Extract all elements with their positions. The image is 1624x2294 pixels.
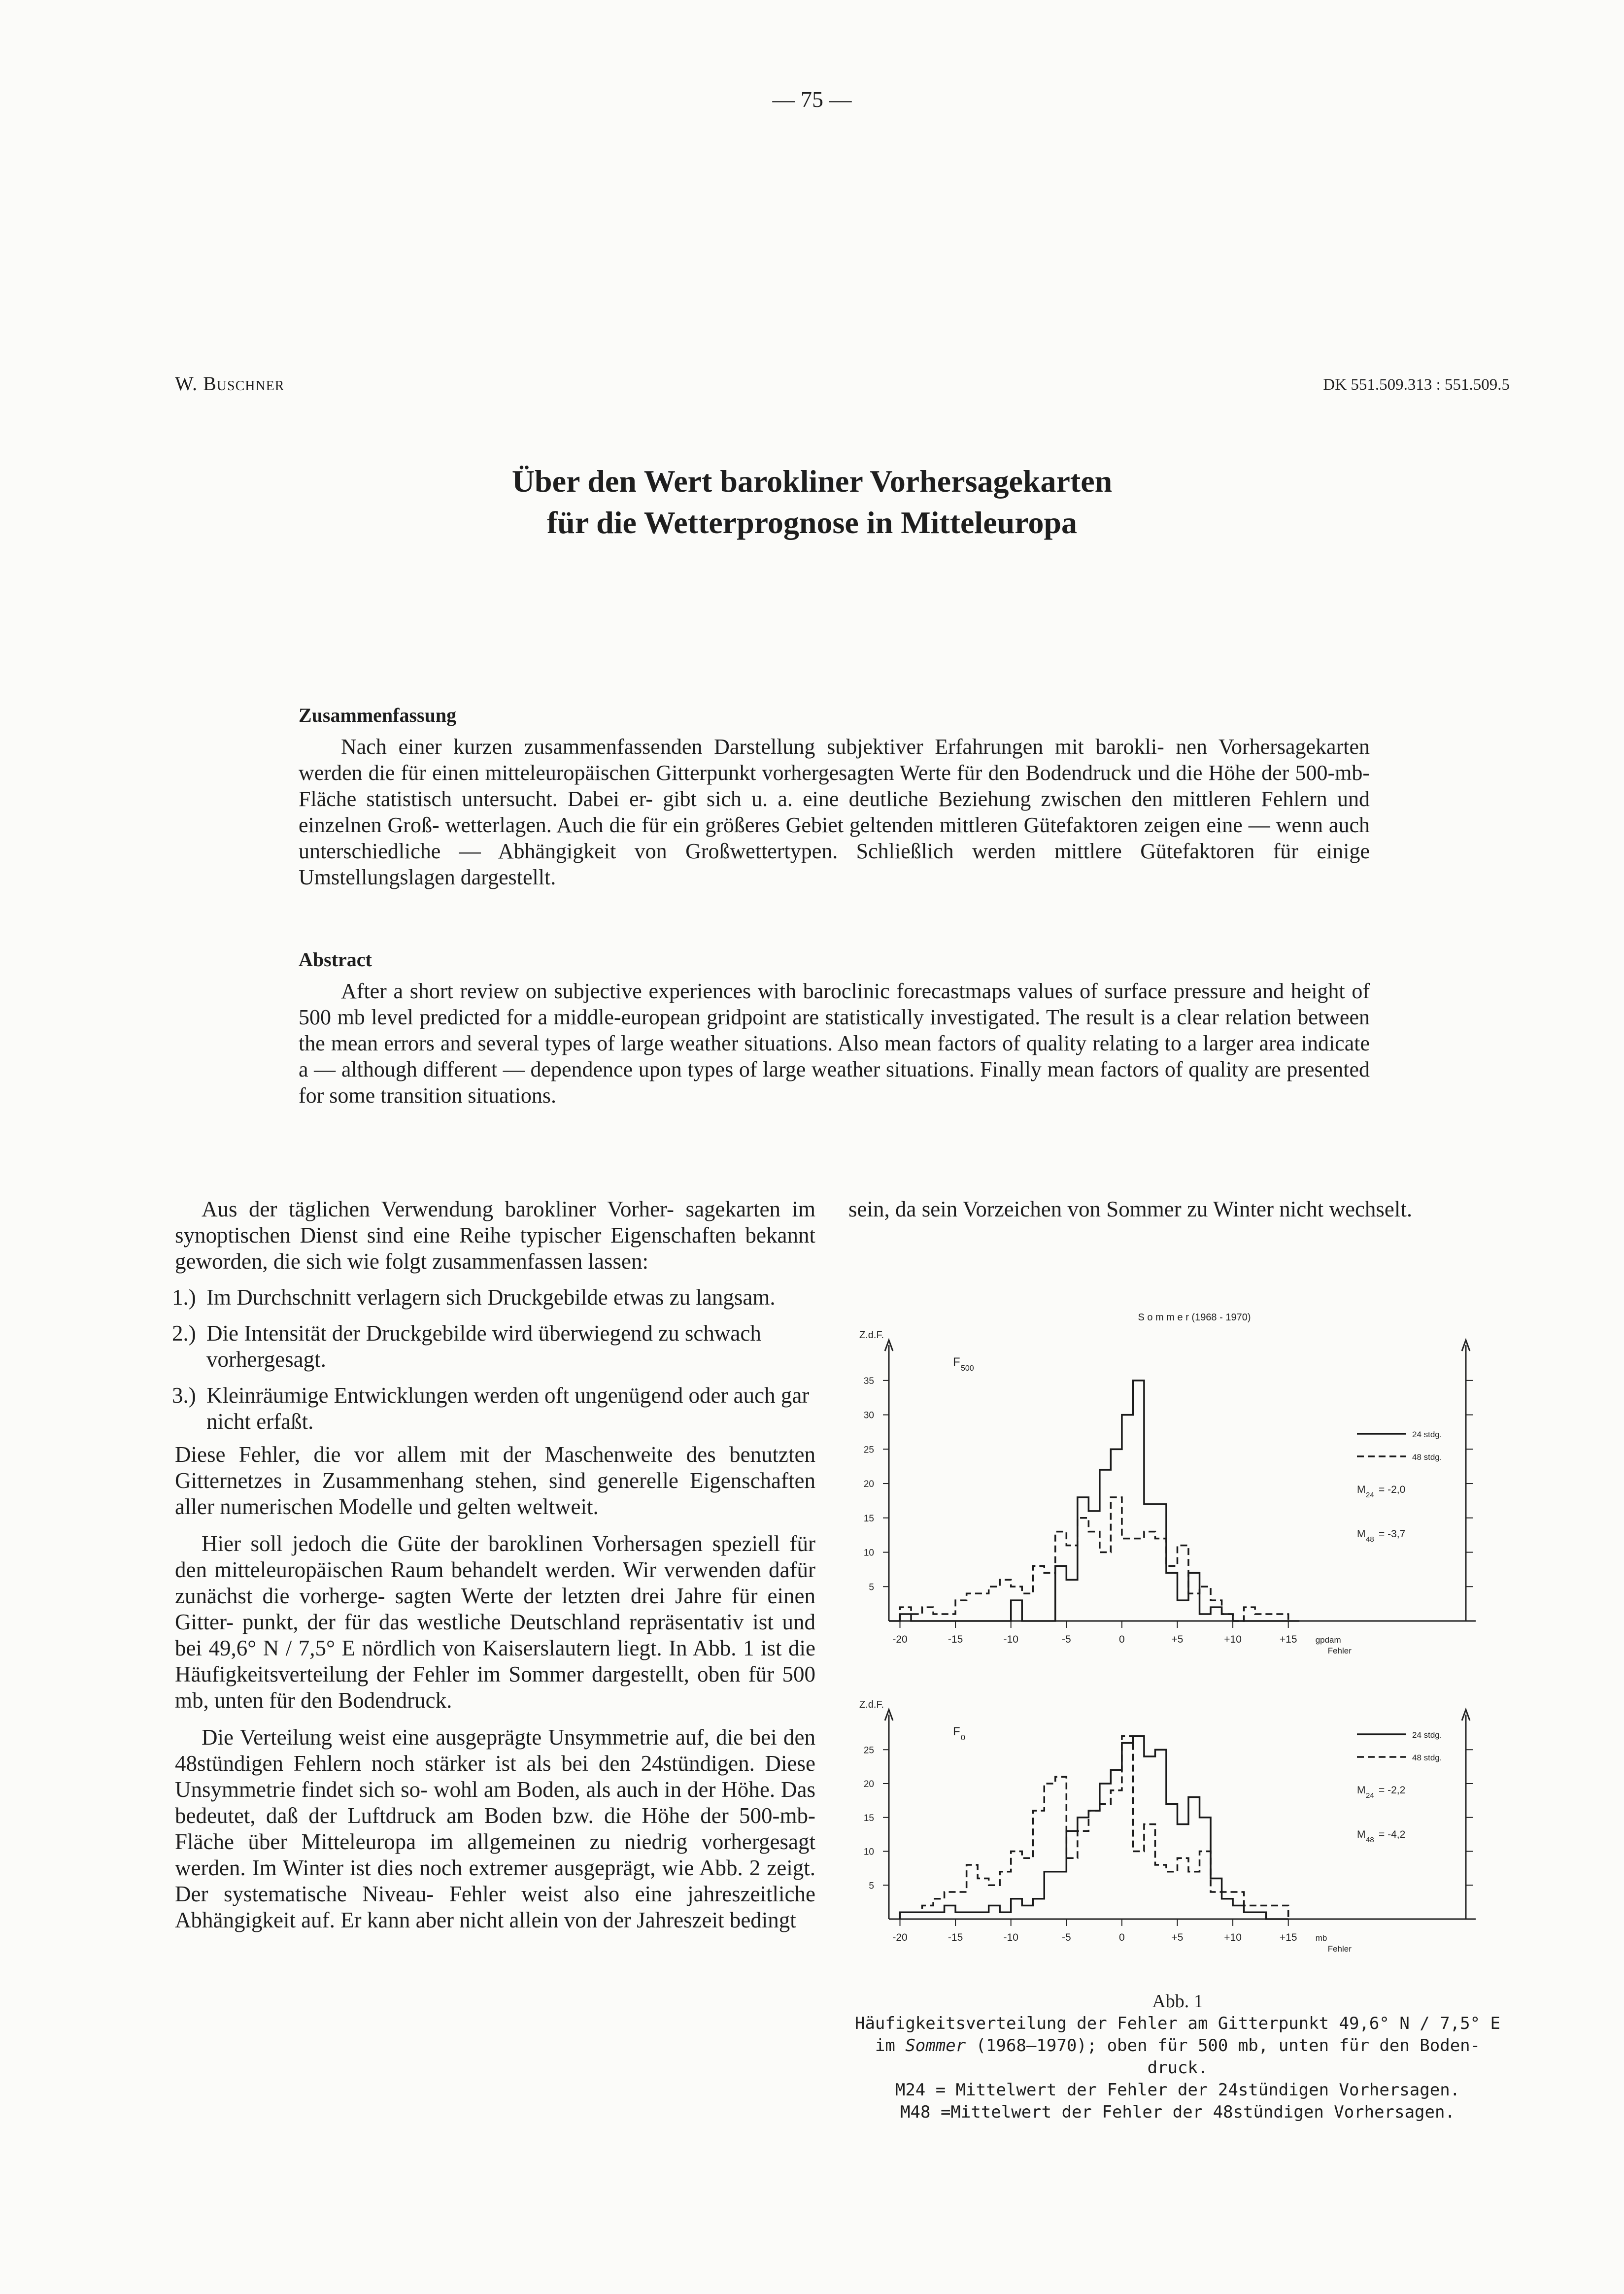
property-list: [172, 1284, 815, 1435]
list-item-number: 2.): [172, 1321, 196, 1346]
x-axis-label: Fehler: [1327, 1944, 1352, 1954]
x-tick-label: -15: [947, 1634, 963, 1645]
x-tick-label: 0: [1119, 1634, 1125, 1645]
author-initial: W.: [175, 372, 203, 395]
figure-caption: [838, 1990, 1518, 2124]
list-item: [172, 1284, 815, 1311]
paragraph-gridpoint: Hier soll jedoch die Güte der baroklinen Vorhersagen speziell für den mitteleuropäischen Raum behandelt werden. Wir verwenden dafür zunächst die vorherge- sagten Werte der letzten drei Jahre für einen Gitter- punkt, der für das westliche Deutschland repräsentativ ist und bei 49,6° N / 7,5° E nördlich von Kaiserslautern liegt. In Abb. 1 ist die Häufigkeitsverteilung der Fehler im Sommer dargestellt, oben für 500 mb, unten für den Bodendruck.: [175, 1531, 815, 1713]
legend-label-48h: 48 stdg.: [1412, 1452, 1442, 1462]
x-tick-label: -10: [1003, 1634, 1018, 1645]
list-item: [172, 1383, 815, 1435]
y-tick-label: 15: [863, 1813, 874, 1823]
y-tick-label: 35: [863, 1376, 874, 1386]
x-tick-label: +15: [1279, 1932, 1297, 1943]
mean-annotation-label: M: [1357, 1528, 1366, 1540]
y-tick-label: 25: [863, 1745, 874, 1756]
udc-classification: DK 551.509.313 : 551.509.5: [1323, 376, 1510, 394]
mean-annotation-value: = -3,7: [1379, 1528, 1406, 1540]
page-number: — 75 —: [772, 87, 852, 112]
list-item-text: Im Durchschnitt verlagern sich Druckgebilde etwas zu langsam.: [206, 1285, 776, 1310]
mean-annotation-sub: 48: [1366, 1535, 1374, 1544]
article-title: [0, 461, 1624, 543]
x-tick-label: +15: [1279, 1634, 1297, 1645]
zusammenfassung-section: [299, 704, 1370, 890]
author-surname: Buschner: [203, 372, 285, 395]
caption-title: Abb. 1: [1152, 1991, 1203, 2012]
x-tick-label: +10: [1224, 1634, 1242, 1645]
x-tick-label: -20: [892, 1932, 908, 1943]
list-item-number: 1.): [172, 1285, 196, 1310]
panel-label-sub: 500: [961, 1364, 974, 1373]
y-tick-label: 5: [869, 1582, 874, 1593]
zusammenfassung-heading: Zusammenfassung: [299, 704, 457, 726]
x-tick-label: +5: [1171, 1634, 1184, 1645]
abstract-heading: Abstract: [299, 948, 372, 971]
title-line-1: Über den Wert barokliner Vorhersagekarten: [511, 464, 1113, 499]
caption-m24: M24 = Mittelwert der Fehler der 24stündigen Vorhersagen.: [895, 2080, 1460, 2100]
histogram-f500: [847, 1291, 1498, 1675]
y-tick-label: 5: [869, 1881, 874, 1891]
paragraph-errors: Diese Fehler, die vor allem mit der Maschenweite des benutzten Gitternetzes in Zusammenhang stehen, sind generelle Eigenschaften aller numerischen Modelle und gelten weltweit.: [175, 1442, 815, 1519]
y-axis-label: Z.d.F.: [859, 1699, 884, 1710]
mean-annotation-sub: 24: [1366, 1791, 1374, 1800]
series-24h-line: [889, 1381, 1299, 1621]
y-tick-label: 10: [863, 1548, 874, 1558]
intro-paragraph: Aus der täglichen Verwendung barokliner Vorher- sagekarten im synoptischen Dienst sind eine Reihe typischer Eigenschaften bekannt geworden, die sich wie folgt zusammenfassen lassen:: [175, 1197, 815, 1274]
panel-label: F: [953, 1725, 960, 1738]
x-tick-label: -5: [1061, 1634, 1071, 1645]
panel-label-sub: 0: [961, 1734, 965, 1742]
chart-title: S o m m e r (1968 - 1970): [1138, 1312, 1251, 1323]
series-48h-line: [900, 1736, 1288, 1919]
x-tick-label: +5: [1171, 1932, 1184, 1943]
left-column: [172, 1196, 815, 1933]
x-tick-label: -10: [1003, 1932, 1018, 1943]
x-axis-label: gpdam: [1315, 1635, 1341, 1645]
title-line-2: für die Wetterprognose in Mitteleuropa: [546, 505, 1078, 540]
caption-line: im Sommer (1968—1970); oben für 500 mb, unten für den Boden-: [875, 2036, 1481, 2056]
list-item-text: Kleinräumige Entwicklungen werden oft ungenügend oder auch gar nicht erfaßt.: [206, 1383, 810, 1434]
panel-label: F: [953, 1355, 960, 1369]
mean-annotation-label: M: [1357, 1785, 1366, 1796]
mean-annotation-value: = -2,2: [1379, 1785, 1406, 1796]
author: [175, 372, 284, 395]
legend-label-48h: 48 stdg.: [1412, 1753, 1442, 1762]
mean-annotation-value: = -4,2: [1379, 1829, 1406, 1840]
y-tick-label: 30: [863, 1410, 874, 1421]
right-column-text: sein, da sein Vorzeichen von Sommer zu Winter nicht wechselt.: [848, 1197, 1413, 1221]
x-tick-label: +10: [1224, 1932, 1242, 1943]
x-tick-label: -15: [947, 1932, 963, 1943]
x-tick-label: -5: [1061, 1932, 1071, 1943]
x-tick-label: 0: [1119, 1932, 1125, 1943]
zusammenfassung-text: Nach einer kurzen zusammenfassenden Darstellung subjektiver Erfahrungen mit barokli- nen Vorhersagekarten werden die für einen mitteleuropäischen Gitterpunkt vorhergesagten Werte für den Bodendruck und die Höhe der 500-mb-Fläche statistisch untersucht. Dabei er- gibt sich u. a. eine deutliche Beziehung zwischen den mittleren Fehlern und einzelnen Groß- wetterlagen. Auch die für ein größeres Gebiet geltenden mittleren Gütefaktoren zeigen eine — wenn auch unterschiedliche — Abhängigkeit von Großwettertypen. Schließlich werden mittlere Gütefaktoren für einige Umstellungslagen dargestellt.: [299, 735, 1370, 889]
x-axis-label: mb: [1315, 1933, 1327, 1943]
x-axis-label: Fehler: [1327, 1646, 1352, 1655]
y-axis-label: Z.d.F.: [859, 1330, 884, 1341]
mean-annotation-sub: 24: [1366, 1491, 1374, 1499]
y-tick-label: 10: [863, 1847, 874, 1857]
y-tick-label: 25: [863, 1445, 874, 1455]
histogram-f0: [847, 1675, 1498, 1971]
list-item-text: Die Intensität der Druckgebilde wird überwiegend zu schwach vorhergesagt.: [206, 1321, 761, 1372]
legend-label-24h: 24 stdg.: [1412, 1730, 1442, 1740]
series-24h-line: [900, 1736, 1288, 1919]
mean-annotation-sub: 48: [1366, 1836, 1374, 1844]
y-tick-label: 20: [863, 1779, 874, 1789]
series-48h-line: [900, 1497, 1288, 1621]
legend-label-24h: 24 stdg.: [1412, 1430, 1442, 1439]
y-tick-label: 20: [863, 1479, 874, 1490]
y-tick-label: 15: [863, 1513, 874, 1524]
mean-annotation-label: M: [1357, 1484, 1366, 1495]
paragraph-asymmetry: Die Verteilung weist eine ausgeprägte Unsymmetrie auf, die bei den 48stündigen Fehlern noch stärker ist als bei den 24stündigen. Diese Unsymmetrie findet sich so- wohl am Boden, als auch in der Höhe. Das bedeutet, daß der Luftdruck am Boden bzw. die Höhe der 500-mb- Fläche über Mitteleuropa im allgemeinen zu niedrig vorhergesagt werden. Im Winter ist dies noch extremer ausgeprägt, wie Abb. 2 zeigt. Der systematische Niveau- Fehler weist also eine jahreszeitliche Abhängigkeit auf. Er kann aber nicht allein von der Jahreszeit bedingt: [175, 1725, 815, 1932]
caption-season: Sommer: [905, 2036, 966, 2056]
mean-annotation-value: = -2,0: [1379, 1484, 1406, 1495]
abstract-text: After a short review on subjective experiences with baroclinic forecastmaps values of surface pressure and height of 500 mb level predicted for a middle-european gridpoint are statistically investigated. The result is a clear relation between the mean errors and several types of large weather situations. Also mean factors of quality relating to a larger area indicate a — although different — dependence upon types of large weather situations. Finally mean factors of quality are presented for some transition situations.: [299, 979, 1370, 1108]
abstract-section: [299, 948, 1370, 1109]
caption-line: Häufigkeitsverteilung der Fehler am Gitterpunkt 49,6° N / 7,5° E: [854, 2014, 1501, 2033]
x-tick-label: -20: [892, 1634, 908, 1645]
mean-annotation-label: M: [1357, 1829, 1366, 1840]
list-item-number: 3.): [172, 1383, 196, 1408]
list-item: [172, 1320, 815, 1373]
caption-m48: M48 =Mittelwert der Fehler der 48stündigen Vorhersagen.: [900, 2102, 1455, 2122]
caption-line: druck.: [1147, 2058, 1208, 2078]
